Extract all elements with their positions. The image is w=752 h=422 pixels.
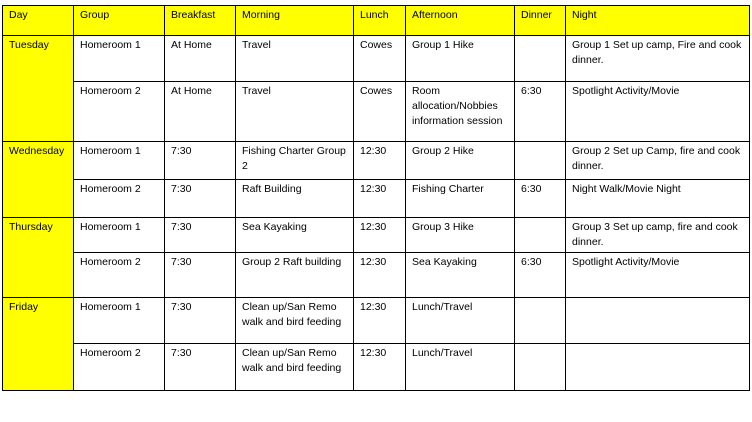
morning-cell: Raft Building <box>236 180 354 218</box>
afternoon-cell: Room allocation/Nobbies information session <box>406 82 515 142</box>
breakfast-cell: 7:30 <box>165 344 236 391</box>
night-cell: Group 2 Set up Camp, fire and cook dinner. <box>566 142 750 180</box>
breakfast-cell: 7:30 <box>165 218 236 253</box>
group-cell: Homeroom 2 <box>74 344 165 391</box>
morning-cell: Travel <box>236 82 354 142</box>
lunch-cell: 12:30 <box>354 142 406 180</box>
night-cell: Spotlight Activity/Movie <box>566 82 750 142</box>
morning-cell: Sea Kayaking <box>236 218 354 253</box>
lunch-cell: Cowes <box>354 36 406 82</box>
breakfast-cell: 7:30 <box>165 142 236 180</box>
header-lunch: Lunch <box>354 6 406 36</box>
afternoon-cell: Lunch/Travel <box>406 298 515 344</box>
group-cell: Homeroom 1 <box>74 142 165 180</box>
group-cell: Homeroom 2 <box>74 253 165 298</box>
lunch-cell: 12:30 <box>354 218 406 253</box>
day-cell: Wednesday <box>3 142 74 218</box>
dinner-cell: 6:30 <box>515 82 566 142</box>
group-cell: Homeroom 1 <box>74 218 165 253</box>
morning-cell: Clean up/San Remo walk and bird feeding <box>236 344 354 391</box>
dinner-cell <box>515 218 566 253</box>
afternoon-cell: Group 2 Hike <box>406 142 515 180</box>
header-night: Night <box>566 6 750 36</box>
breakfast-cell: 7:30 <box>165 253 236 298</box>
morning-cell: Fishing Charter Group 2 <box>236 142 354 180</box>
table-row <box>3 180 750 218</box>
table-row <box>3 253 750 298</box>
table-row <box>3 218 750 253</box>
group-cell: Homeroom 2 <box>74 82 165 142</box>
night-cell: Group 1 Set up camp, Fire and cook dinner. <box>566 36 750 82</box>
lunch-cell: 12:30 <box>354 180 406 218</box>
header-day: Day <box>3 6 74 36</box>
group-cell: Homeroom 1 <box>74 36 165 82</box>
table-row <box>3 142 750 180</box>
dinner-cell <box>515 36 566 82</box>
camp-schedule-table <box>2 5 750 391</box>
dinner-cell <box>515 298 566 344</box>
breakfast-cell: At Home <box>165 82 236 142</box>
lunch-cell: 12:30 <box>354 344 406 391</box>
table-row <box>3 298 750 344</box>
group-cell: Homeroom 1 <box>74 298 165 344</box>
dinner-cell <box>515 344 566 391</box>
day-cell: Thursday <box>3 218 74 298</box>
afternoon-cell: Group 3 Hike <box>406 218 515 253</box>
lunch-cell: 12:30 <box>354 253 406 298</box>
dinner-cell: 6:30 <box>515 180 566 218</box>
night-cell <box>566 344 750 391</box>
table-row <box>3 82 750 142</box>
night-cell <box>566 298 750 344</box>
afternoon-cell: Lunch/Travel <box>406 344 515 391</box>
night-cell: Spotlight Activity/Movie <box>566 253 750 298</box>
lunch-cell: 12:30 <box>354 298 406 344</box>
day-cell: Tuesday <box>3 36 74 142</box>
morning-cell: Group 2 Raft building <box>236 253 354 298</box>
breakfast-cell: 7:30 <box>165 298 236 344</box>
table-row <box>3 36 750 82</box>
header-breakfast: Breakfast <box>165 6 236 36</box>
morning-cell: Clean up/San Remo walk and bird feeding <box>236 298 354 344</box>
header-morning: Morning <box>236 6 354 36</box>
header-afternoon: Afternoon <box>406 6 515 36</box>
afternoon-cell: Sea Kayaking <box>406 253 515 298</box>
night-cell: Group 3 Set up camp, fire and cook dinner. <box>566 218 750 253</box>
night-cell: Night Walk/Movie Night <box>566 180 750 218</box>
day-cell: Friday <box>3 298 74 391</box>
afternoon-cell: Fishing Charter <box>406 180 515 218</box>
header-group: Group <box>74 6 165 36</box>
header-dinner: Dinner <box>515 6 566 36</box>
breakfast-cell: 7:30 <box>165 180 236 218</box>
lunch-cell: Cowes <box>354 82 406 142</box>
header-row <box>3 6 750 36</box>
breakfast-cell: At Home <box>165 36 236 82</box>
morning-cell: Travel <box>236 36 354 82</box>
afternoon-cell: Group 1 Hike <box>406 36 515 82</box>
group-cell: Homeroom 2 <box>74 180 165 218</box>
table-row <box>3 344 750 391</box>
dinner-cell: 6:30 <box>515 253 566 298</box>
dinner-cell <box>515 142 566 180</box>
